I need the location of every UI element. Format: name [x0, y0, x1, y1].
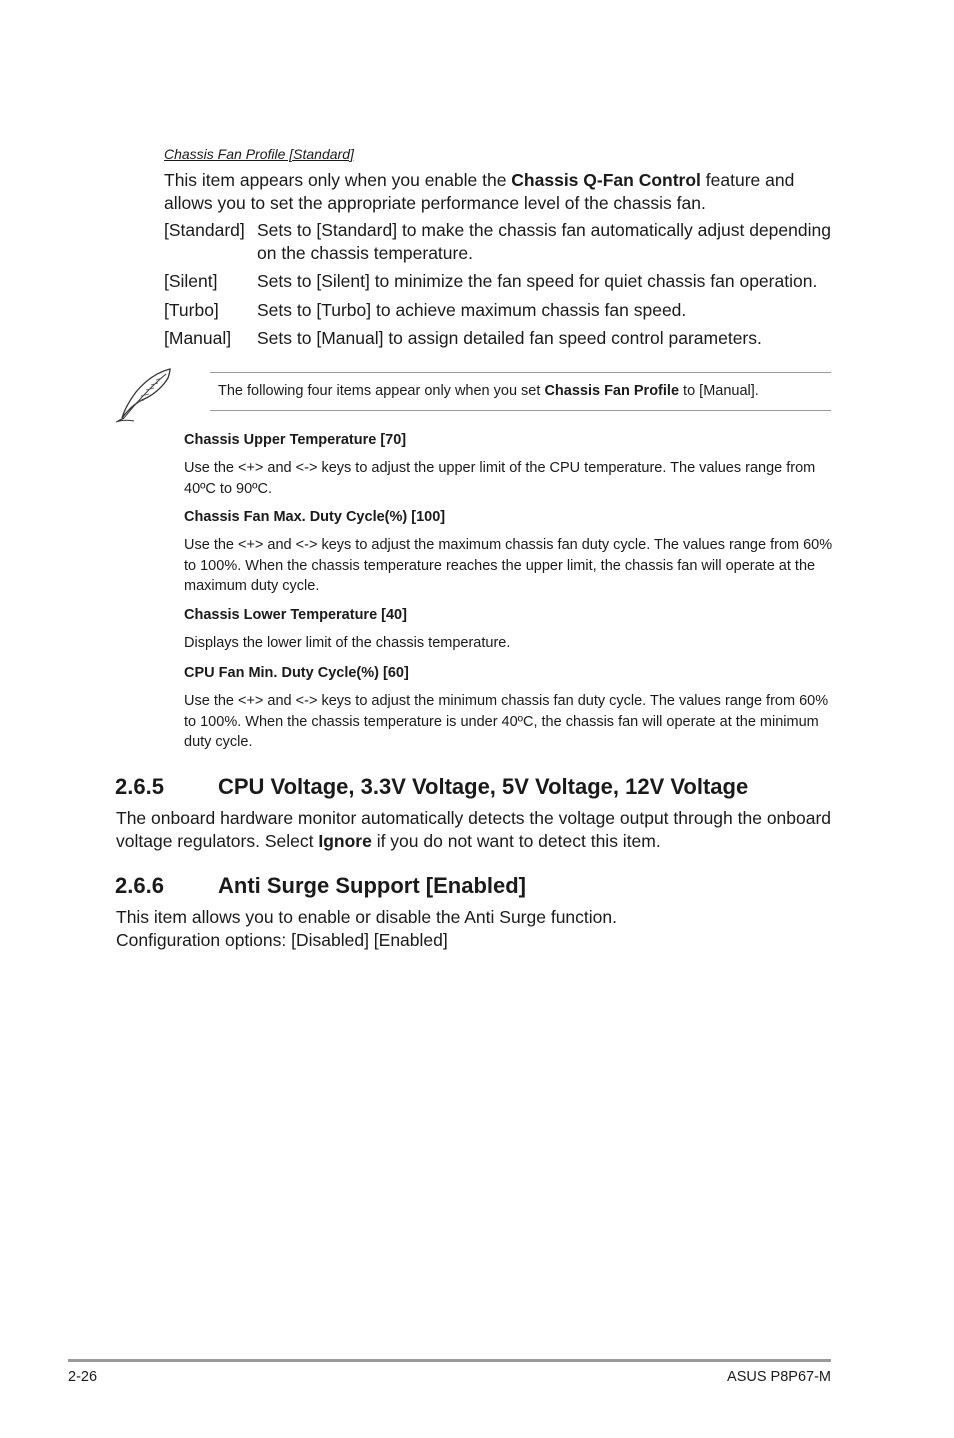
footer-product-name: ASUS P8P67-M	[727, 1369, 831, 1385]
option-key: [Manual]	[164, 328, 232, 348]
option-row-standard	[164, 219, 844, 265]
sub-item-body-lower-temp: Displays the lower limit of the chassis temperature.	[184, 635, 511, 651]
note-top-rule	[210, 372, 831, 373]
intro-text-pre: This item appears only when you enable the	[164, 170, 512, 190]
option-description: Sets to [Standard] to make the chassis fan automatically adjust depending on the chassis temperature.	[257, 220, 831, 263]
note-text-bold: Chassis Fan Profile	[544, 383, 680, 399]
sub-item-body-fan-max-duty: Use the <+> and <-> keys to adjust the maximum chassis fan duty cycle. The values range from 60% to 100%. When the chassis temperature reaches the upper limit, the chassis fan will operate at the maximum duty cycle.	[184, 537, 833, 594]
note-text-pre: The following four items appear only when you set	[218, 383, 545, 399]
chassis-fan-profile-intro	[164, 169, 844, 215]
feather-pen-icon	[114, 366, 174, 424]
section-title-266: Anti Surge Support [Enabled]	[218, 873, 526, 898]
sub-item-title-fan-max-duty: Chassis Fan Max. Duty Cycle(%) [100]	[184, 509, 446, 525]
option-key: [Turbo]	[164, 300, 219, 320]
sub-item-title-lower-temp: Chassis Lower Temperature [40]	[184, 607, 407, 623]
option-description: Sets to [Silent] to minimize the fan speed for quiet chassis fan operation.	[257, 271, 818, 291]
sub-item-title-upper-temp: Chassis Upper Temperature [70]	[184, 432, 407, 448]
note-text-post: to [Manual].	[679, 383, 759, 399]
option-key: [Standard]	[164, 220, 245, 240]
note-bottom-rule	[210, 410, 831, 411]
section-body-266-line2: Configuration options: [Disabled] [Enabled]	[116, 930, 448, 950]
section-body-post: if you do not want to detect this item.	[371, 831, 661, 851]
sub-item-title-fan-min-duty: CPU Fan Min. Duty Cycle(%) [60]	[184, 665, 409, 681]
section-title-265: CPU Voltage, 3.3V Voltage, 5V Voltage, 12V Voltage	[218, 774, 749, 799]
section-body-266-line1: This item allows you to enable or disable the Anti Surge function.	[116, 907, 617, 927]
option-description: Sets to [Manual] to assign detailed fan speed control parameters.	[257, 328, 762, 348]
option-row-silent	[164, 270, 844, 293]
note-text	[218, 383, 759, 399]
option-row-turbo	[164, 299, 844, 322]
intro-text-post: feature and allows you to set the appropriate performance level of the chassis fan.	[164, 170, 795, 213]
option-description: Sets to [Turbo] to achieve maximum chassis fan speed.	[257, 300, 687, 320]
item-title-chassis-fan-profile: Chassis Fan Profile [Standard]	[164, 146, 354, 162]
option-key: [Silent]	[164, 271, 218, 291]
option-row-manual	[164, 327, 844, 350]
footer-page-number: 2-26	[68, 1369, 98, 1385]
section-body-pre: The onboard hardware monitor automatically detects the voltage output through the onboard voltage regulators. Select	[116, 808, 832, 851]
section-body-265	[116, 807, 836, 853]
intro-text-bold: Chassis Q-Fan Control	[511, 170, 701, 190]
section-number-265: 2.6.5	[115, 774, 164, 799]
section-body-bold: Ignore	[318, 831, 372, 851]
section-number-266: 2.6.6	[115, 873, 164, 898]
footer-rule	[68, 1359, 831, 1362]
sub-item-body-upper-temp: Use the <+> and <-> keys to adjust the upper limit of the CPU temperature. The values range from 40ºC to 90ºC.	[184, 460, 816, 497]
sub-item-body-fan-min-duty: Use the <+> and <-> keys to adjust the minimum chassis fan duty cycle. The values range from 60% to 100%. When the chassis temperature is under 40ºC, the chassis fan will operate at the minimum duty cycle.	[184, 693, 829, 750]
